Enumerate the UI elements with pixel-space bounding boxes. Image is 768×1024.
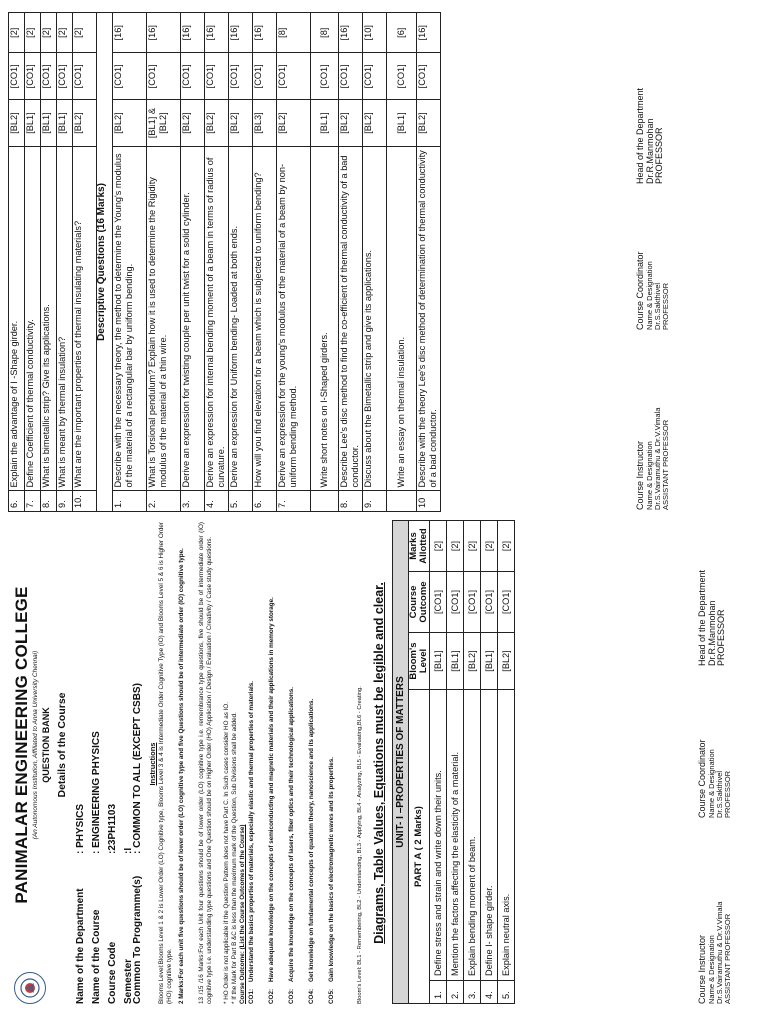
college-name: PANIMALAR ENGINEERING COLLEGE: [12, 586, 31, 904]
q-number: 5.: [498, 981, 515, 1004]
q-outcome: [CO1]: [498, 572, 515, 633]
sig-title: Course Coordinator: [697, 739, 707, 818]
signature-coordinator: [698, 739, 732, 818]
questions-table: [8, 12, 441, 512]
instruction-2marks: 2 Marks:For each unit five questions should be of lower order (LO) cognitive type and five Questions should be of intermediate order (IO) cognitive type.: [178, 548, 185, 1004]
q-marks: [16]: [229, 13, 253, 54]
left-sheet: [8, 518, 760, 1018]
q-number: [311, 491, 339, 512]
col-outcome: Course Outcome: [409, 572, 430, 633]
q-outcome: [CO1]: [464, 572, 481, 633]
q-number: 6.: [9, 491, 25, 512]
details-title: Details of the Course: [56, 692, 68, 798]
q-number: 2.: [147, 491, 181, 512]
bloom-legend: Bloom's Level: BL1 - Remembering, BL2 - Understanding, BL3 - Applying, BL4 - Analyzing, BL5 - Evaluating,BL6 - Creating.: [357, 686, 363, 1004]
co-label: CO1:: [248, 988, 255, 1004]
table-row: [57, 13, 73, 512]
q-text: What is bimetallic strip? Give its applications.: [41, 146, 57, 491]
q-outcome: [CO1]: [205, 53, 229, 100]
q-outcome: [CO1]: [73, 53, 97, 100]
table-row: [41, 13, 57, 512]
table-row: [73, 13, 97, 512]
q-outcome: [CO1]: [41, 53, 57, 100]
table-row: [181, 13, 205, 512]
course-outcome-3: [288, 522, 296, 1004]
q-marks: [2]: [41, 13, 57, 54]
instruction-16marks: 13 /15 /16 Marks:For each Unit four questions should be of lower order (LO) cognitive type i.e. remembrance type questions, five should be of intermediate order (IO) cognitive type i.e. understanding type questions and One Question should be on Higher Order (HO) Application / Design / Evaluation / Creativity / Case study questions.: [198, 522, 214, 1004]
q-number: 7.: [277, 491, 311, 512]
table-row: [311, 13, 339, 512]
q-text: Mention the factors affecting the elasticity of a material.: [447, 690, 464, 981]
q-text: Derive an expression for twisting couple per unit twist for a solid cylinder.: [181, 146, 205, 491]
q-text: Explain neutral axis.: [498, 690, 515, 981]
q-bloom: [BL2]: [498, 633, 515, 690]
q-outcome: [CO1]: [430, 572, 447, 633]
table-row: [387, 13, 417, 512]
q-bloom: [BL2]: [417, 100, 441, 147]
sig-line: Name & Designation: [644, 261, 654, 330]
q-marks: [2]: [9, 13, 25, 54]
sig-line: Dr.S.Sakthivel: [714, 770, 724, 818]
q-marks: [16]: [339, 13, 363, 54]
instruction-ho-note: * HO Order is not applicable if the Question Pattern does not have Part C. In Such cases consider HO as IO.: [223, 701, 230, 1004]
q-bloom: [BL1]: [387, 100, 417, 147]
instruction-blooms: Blooms Level:Blooms Level 1 & 2 is Lower Order (LO) Cognitive type, Blooms Level 3 & 4 is Intermediate Order Cognitive Type (IO) and Blooms Level 5 & 6 is Higher Order (HO) cognitive type.: [158, 522, 174, 1004]
q-text: What are the important properties of thermal insulating materials?: [73, 146, 97, 491]
co-text: Understand the basics properties of materials, especially elastic and thermal properties of materials.: [248, 681, 255, 982]
q-text: Derive an expression for the young's modulus of the material of a beam by non-uniform bending method.: [277, 146, 311, 491]
sig-line: Dr.R.Manmohan: [706, 600, 717, 666]
doc-title: QUESTION BANK: [41, 707, 51, 783]
course-outcome-5: [328, 522, 336, 1004]
signature-coordinator: [636, 251, 670, 330]
q-bloom: [BL1]: [311, 100, 339, 147]
detail-value: : PHYSICS: [75, 803, 86, 854]
table-row: [147, 13, 181, 512]
q-marks: [2]: [464, 521, 481, 572]
q-marks: [2]: [481, 521, 498, 572]
q-bloom: [BL3]: [253, 100, 277, 147]
col-marks: Marks Allotted: [409, 521, 430, 572]
table-row: [25, 13, 41, 512]
co-text: Get knowledge on fundamental concepts of quantum theory, nanoscience and its applications.: [308, 698, 315, 982]
legibility-note: Diagrams, Table Values, Equations must be legible and clear.: [372, 582, 386, 944]
detail-key: Name of the Department: [75, 888, 86, 1004]
course-outcome-4: [308, 522, 316, 1004]
q-marks: [16]: [147, 13, 181, 54]
q-marks: [2]: [25, 13, 41, 54]
sig-line: Dr.R.Manmohan: [644, 118, 655, 184]
q-outcome: [CO1]: [57, 53, 73, 100]
q-outcome: [CO1]: [147, 53, 181, 100]
q-text: What is meant by thermal insulation?: [57, 146, 73, 491]
sig-line: Name & Designation: [644, 441, 654, 510]
table-row: [417, 13, 441, 512]
q-number: 5.: [229, 491, 253, 512]
sig-title: Course Instructor: [635, 440, 645, 510]
q-number: 3.: [181, 491, 205, 512]
instruction-course-outcome: Course Outcome: (List the Course Outcomes of the Course): [239, 824, 246, 1004]
unit-title: UNIT- I –PROPERTIES OF MATTERS: [393, 521, 409, 1004]
q-outcome: [CO1]: [9, 53, 25, 100]
detail-key: Course Code: [107, 941, 118, 1004]
q-number: 1.: [113, 491, 147, 512]
q-number: 7.: [25, 491, 41, 512]
q-bloom: [BL1]: [41, 100, 57, 147]
table-row: [253, 13, 277, 512]
sig-line: PROFESSOR: [716, 609, 726, 666]
table-row: [363, 13, 387, 512]
table-row: [447, 521, 464, 1004]
co-text: Acquire the knowledge on the concepts of lasers, fiber optics and their technological applications.: [288, 687, 295, 982]
sig-line: Dr.S.Vairamuthu & Dr.V.Vimala: [652, 407, 662, 510]
q-outcome: [CO1]: [447, 572, 464, 633]
q-marks: [16]: [113, 13, 147, 54]
course-outcome-2: [268, 522, 276, 1004]
part-a-heading: PART A ( 2 Marks): [409, 690, 430, 1004]
co-text: Have adequate knowledge on the concepts of semiconducting and magnetic materials and their applications in memory storage.: [268, 597, 275, 982]
table-row: [277, 13, 311, 512]
signature-instructor: [698, 902, 732, 1004]
q-marks: [8]: [311, 13, 339, 54]
q-bloom: [BL1]: [481, 633, 498, 690]
q-bloom: [BL2]: [73, 100, 97, 147]
q-number: 6.: [253, 491, 277, 512]
q-outcome: [CO1]: [181, 53, 205, 100]
college-affiliation: (An Autonomous Institution, Affiliated to Anna University Chennai): [32, 650, 39, 840]
q-marks: [16]: [253, 13, 277, 54]
q-bloom: [BL1]: [57, 100, 73, 147]
q-text: Explain bending moment of beam.: [464, 690, 481, 981]
detail-value: : COMMON TO ALL (EXCEPT CSBS): [132, 683, 143, 854]
q-bloom: [BL2]: [181, 100, 205, 147]
table-row: [229, 13, 253, 512]
q-bloom: [BL1]: [25, 100, 41, 147]
sig-title: Course Coordinator: [635, 251, 645, 330]
table-row: [481, 521, 498, 1004]
q-number: 9.: [57, 491, 73, 512]
course-outcome-1: [248, 522, 256, 1004]
q-bloom: [BL2]: [339, 100, 363, 147]
q-text: Describe with the necessary theory, the method to determine the Young's modulus of the material of a rectangular bar by uniform bending.: [113, 146, 147, 491]
co-label: CO4:: [308, 988, 315, 1004]
detail-value: : ENGINEERING PHYSICS: [91, 731, 102, 854]
q-number: 1.: [430, 981, 447, 1004]
q-marks: [6]: [387, 13, 417, 54]
detail-value: :23PH1103: [107, 803, 118, 854]
q-text: Define I- shape girder.: [481, 690, 498, 981]
instruction-subdivision-note: * If the Mark for Part B &C is less than the maximum mark of the Question, Sub Divisions shall be added.: [231, 712, 238, 1004]
q-marks: [2]: [430, 521, 447, 572]
sig-title: Head of the Department: [697, 569, 707, 666]
q-outcome: [CO1]: [311, 53, 339, 100]
sig-line: Dr.S.Vairamuthu & Dr.V.Vimala: [714, 901, 724, 1004]
q-outcome: [CO1]: [387, 53, 417, 100]
q-bloom: [BL2]: [205, 100, 229, 147]
sig-line: PROFESSOR: [654, 127, 664, 184]
q-marks: [2]: [498, 521, 515, 572]
co-label: CO2:: [268, 988, 275, 1004]
part-b-heading: Descriptive Questions (16 Marks): [97, 13, 113, 512]
q-text: What is Torsional pendulum? Explain how it is used to determine the Rigidity modulus of the material of a thin wire.: [147, 146, 181, 491]
q-outcome: [CO1]: [25, 53, 41, 100]
q-marks: [16]: [417, 13, 441, 54]
q-marks: [2]: [447, 521, 464, 572]
detail-key: Name of the Course: [91, 909, 102, 1004]
q-outcome: [CO1]: [417, 53, 441, 100]
q-marks: [2]: [57, 13, 73, 54]
signature-hod: [698, 570, 727, 666]
right-sheet: [8, 12, 760, 512]
q-number: 10.: [73, 491, 97, 512]
co-label: CO3:: [288, 988, 295, 1004]
q-bloom: [BL1] & [BL2]: [147, 100, 181, 147]
co-text: Gain knowledge on the basics of electromagnetic waves and its properties.: [328, 756, 335, 982]
table-row: [205, 13, 229, 512]
detail-key: Common To Programme(s): [132, 875, 143, 1004]
sig-title: Course Instructor: [697, 934, 707, 1004]
q-number: 9.: [363, 491, 387, 512]
q-text: Describe with the theory Lee's disc method of determination of thermal conductivity of a bad conductor.: [417, 146, 441, 491]
table-row: [9, 13, 25, 512]
q-number: 2.: [447, 981, 464, 1004]
q-outcome: [CO1]: [229, 53, 253, 100]
q-outcome: [CO1]: [481, 572, 498, 633]
q-outcome: [CO1]: [253, 53, 277, 100]
table-row: [339, 13, 363, 512]
q-bloom: [BL2]: [113, 100, 147, 147]
q-text: Write an essay on thermal insulation.: [387, 146, 417, 491]
q-outcome: [CO1]: [277, 53, 311, 100]
q-marks: [16]: [181, 13, 205, 54]
q-bloom: [BL1]: [447, 633, 464, 690]
college-logo-icon: [14, 972, 46, 1004]
q-marks: [10]: [363, 13, 387, 54]
q-text: Derive an expression for Uniform bending- Loaded at both ends.: [229, 146, 253, 491]
detail-value: :I: [123, 847, 134, 854]
sig-line: PROFESSOR: [660, 282, 670, 330]
table-row: [430, 521, 447, 1004]
q-text: How will you find elevation for a beam which is subjected to uniform bending?: [253, 146, 277, 491]
q-number: 10: [417, 491, 441, 512]
q-text: Describe Lee's disc method to find the co-efficient of thermal conductivity of a bad conductor.: [339, 146, 363, 491]
sig-line: Name & Designation: [706, 935, 716, 1004]
q-outcome: [CO1]: [363, 53, 387, 100]
col-bloom: Bloom's Level: [409, 633, 430, 690]
detail-key: Semester: [123, 958, 134, 1004]
q-text: Derive an expression for internal bending moment of a beam in terms of radius of curvature.: [205, 146, 229, 491]
q-marks: [8]: [277, 13, 311, 54]
q-text: Write short notes on I-Shaped girders.: [311, 146, 339, 491]
q-number: 8.: [41, 491, 57, 512]
sig-line: Dr.S.Sakthivel: [652, 282, 662, 330]
sig-title: Head of the Department: [635, 87, 645, 184]
q-text: Define Coefficient of thermal conductivity.: [25, 146, 41, 491]
q-bloom: [BL1]: [430, 633, 447, 690]
co-label: CO5:: [328, 988, 335, 1004]
q-bloom: [BL2]: [9, 100, 25, 147]
table-row: [464, 521, 481, 1004]
q-bloom: [BL2]: [229, 100, 253, 147]
sig-line: ASSISTANT PROFESSOR: [722, 913, 732, 1004]
q-text: Define stress and strain and write down their units.: [430, 690, 447, 981]
q-bloom: [BL2]: [363, 100, 387, 147]
q-number: [387, 491, 417, 512]
sig-line: ASSISTANT PROFESSOR: [660, 419, 670, 510]
q-text: Explain the advantage of I -Shape girder.: [9, 146, 25, 491]
q-number: 3.: [464, 981, 481, 1004]
q-number: 4.: [205, 491, 229, 512]
instructions-title: Instructions: [148, 742, 157, 786]
sig-line: PROFESSOR: [722, 770, 732, 818]
table-row: [498, 521, 515, 1004]
q-number: 8.: [339, 491, 363, 512]
q-outcome: [CO1]: [113, 53, 147, 100]
q-bloom: [BL2]: [464, 633, 481, 690]
q-bloom: [BL2]: [277, 100, 311, 147]
q-outcome: [CO1]: [339, 53, 363, 100]
signature-instructor: [636, 408, 670, 510]
q-number: 4.: [481, 981, 498, 1004]
sig-line: Name & Designation: [706, 749, 716, 818]
q-marks: [16]: [205, 13, 229, 54]
table-row: [113, 13, 147, 512]
part-a-table: [392, 520, 515, 1004]
q-text: Discuss about the Bimetallic strip and give its applications.: [363, 146, 387, 491]
q-marks: [2]: [73, 13, 97, 54]
signature-hod: [636, 88, 665, 184]
